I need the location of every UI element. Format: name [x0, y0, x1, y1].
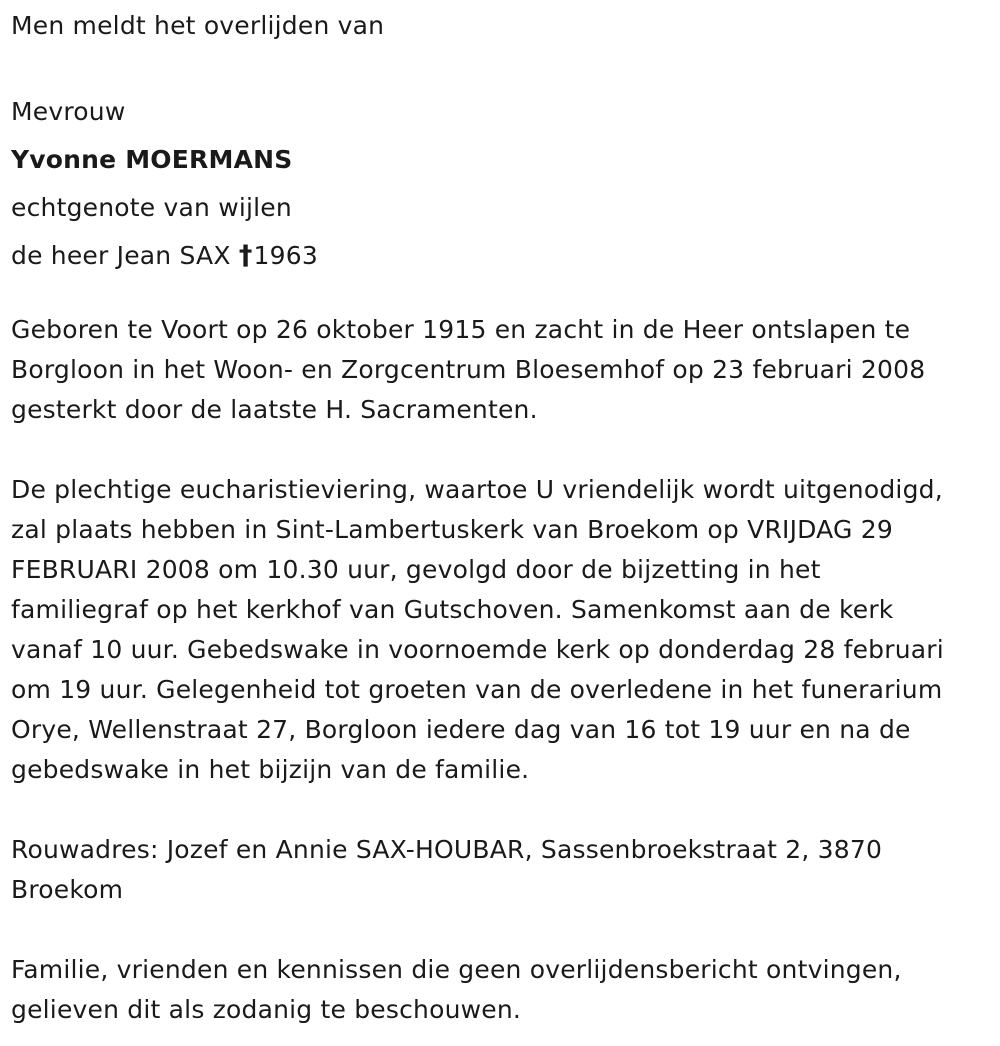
paragraph-line: FEBRUARI 2008 om 10.30 uur, gevolgd door de bijzetting in het [11, 555, 821, 584]
deceased-block [11, 88, 318, 280]
spouse-name: de heer Jean SAX [11, 241, 239, 270]
address-paragraph [11, 830, 993, 910]
paragraph-line: vanaf 10 uur. Gebedswake in voornoemde kerk op donderdag 28 februari [11, 635, 944, 664]
birth-death-paragraph [11, 310, 993, 430]
intro-text: Men meldt het overlijden van [11, 11, 385, 40]
paragraph-line: gelieven dit als zodanig te beschouwen. [11, 995, 522, 1024]
cross-icon: † [238, 240, 253, 271]
paragraph-line: om 19 uur. Gelegenheid tot groeten van de overledene in het funerarium [11, 675, 943, 704]
paragraph-line: familiegraf op het kerkhof van Gutschoven. Samenkomst aan de kerk [11, 595, 894, 624]
paragraph-line: Familie, vrienden en kennissen die geen overlijdensbericht ontvingen, [11, 955, 902, 984]
paragraph-line: gebedswake in het bijzijn van de familie. [11, 755, 530, 784]
deceased-name: Yvonne MOERMANS [11, 145, 293, 174]
spouse-death-year: 1963 [253, 241, 318, 270]
paragraph-line: zal plaats hebben in Sint-Lambertuskerk van Broekom op VRIJDAG 29 [11, 515, 893, 544]
title-text: Mevrouw [11, 97, 126, 126]
closing-paragraph [11, 950, 993, 1030]
ceremony-paragraph [11, 470, 993, 790]
paragraph-line: gesterkt door de laatste H. Sacramenten. [11, 395, 538, 424]
paragraph-line: Orye, Wellenstraat 27, Borgloon iedere dag van 16 tot 19 uur en na de [11, 715, 911, 744]
paragraph-line: De plechtige eucharistieviering, waartoe U vriendelijk wordt uitgenodigd, [11, 475, 943, 504]
paragraph-line: Borgloon in het Woon- en Zorgcentrum Bloesemhof op 23 februari 2008 [11, 355, 926, 384]
relation-text: echtgenote van wijlen [11, 193, 292, 222]
spouse-line [11, 232, 318, 280]
paragraph-line: Geboren te Voort op 26 oktober 1915 en zacht in de Heer ontslapen te [11, 315, 911, 344]
paragraph-line: Broekom [11, 875, 124, 904]
paragraph-line: Rouwadres: Jozef en Annie SAX-HOUBAR, Sassenbroekstraat 2, 3870 [11, 835, 883, 864]
